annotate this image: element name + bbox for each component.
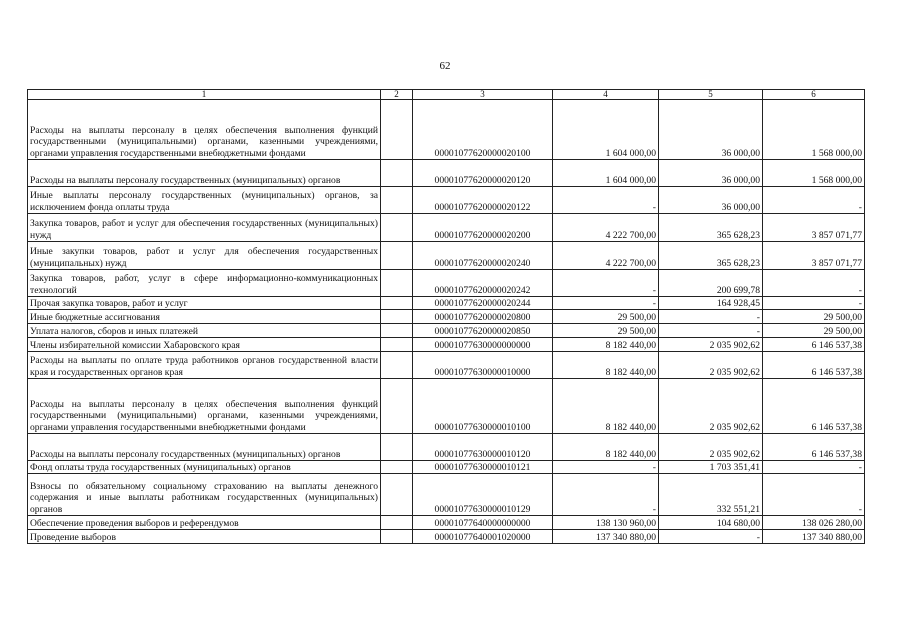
row-col6-cell: 29 500,00 <box>763 310 865 324</box>
row-col4-cell: 1 604 000,00 <box>553 100 659 160</box>
row-col6-cell: 3 857 071,77 <box>763 214 865 242</box>
row-col4-cell: 8 182 440,00 <box>553 434 659 461</box>
row-col5-cell: 2 035 902,62 <box>659 352 763 379</box>
row-col2-cell <box>381 530 413 544</box>
row-code-cell: 00001077620000020122 <box>413 187 553 214</box>
header-cell: 2 <box>381 90 413 100</box>
row-code-cell: 00001077630000010121 <box>413 461 553 474</box>
table-row <box>28 461 865 474</box>
table-row <box>28 338 865 352</box>
row-col4-cell: - <box>553 187 659 214</box>
row-col4-cell: 8 182 440,00 <box>553 379 659 434</box>
row-col5-cell: 2 035 902,62 <box>659 379 763 434</box>
row-col6-cell: - <box>763 297 865 310</box>
table-row <box>28 379 865 434</box>
table-row <box>28 160 865 187</box>
table-row <box>28 242 865 270</box>
budget-execution-table <box>27 89 865 544</box>
header-cell: 4 <box>553 90 659 100</box>
row-code-cell: 00001077620000020100 <box>413 100 553 160</box>
row-code-cell: 00001077620000020240 <box>413 242 553 270</box>
table-row <box>28 270 865 297</box>
row-code-cell: 00001077620000020242 <box>413 270 553 297</box>
row-col6-cell: 29 500,00 <box>763 324 865 338</box>
table-row <box>28 100 865 160</box>
row-name-cell: Расходы на выплаты по оплате труда работников органов государственной власти края и государственных органов края <box>28 352 381 379</box>
row-name-cell: Расходы на выплаты персоналу в целях обеспечения выполнения функций государственными (муниципальными) органами, казенными учреждениями, органами управления государственными внебюджетными фондами <box>28 379 381 434</box>
row-code-cell: 00001077630000000000 <box>413 338 553 352</box>
row-col6-cell: - <box>763 461 865 474</box>
row-code-cell: 00001077620000020850 <box>413 324 553 338</box>
row-col5-cell: 365 628,23 <box>659 242 763 270</box>
table-row <box>28 352 865 379</box>
row-col5-cell: 164 928,45 <box>659 297 763 310</box>
row-code-cell: 00001077620000020120 <box>413 160 553 187</box>
row-col6-cell: 3 857 071,77 <box>763 242 865 270</box>
row-name-cell: Уплата налогов, сборов и иных платежей <box>28 324 381 338</box>
row-col6-cell: 137 340 880,00 <box>763 530 865 544</box>
row-col2-cell <box>381 338 413 352</box>
row-name-cell: Члены избирательной комиссии Хабаровского края <box>28 338 381 352</box>
row-col4-cell: 8 182 440,00 <box>553 338 659 352</box>
header-cell: 5 <box>659 90 763 100</box>
header-cell: 1 <box>28 90 381 100</box>
row-name-cell: Взносы по обязательному социальному страхованию на выплаты денежного содержания и иные выплаты работникам государственных (муниципальных) органов <box>28 474 381 516</box>
row-name-cell: Иные закупки товаров, работ и услуг для обеспечения государственных (муниципальных) нужд <box>28 242 381 270</box>
row-col5-cell: 104 680,00 <box>659 516 763 530</box>
row-name-cell: Расходы на выплаты персоналу в целях обеспечения выполнения функций государственными (муниципальными) органами, казенными учреждениями, органами управления государственными внебюджетными фондами <box>28 100 381 160</box>
row-col5-cell: 2 035 902,62 <box>659 434 763 461</box>
row-col4-cell: - <box>553 461 659 474</box>
row-col4-cell: 4 222 700,00 <box>553 242 659 270</box>
row-col5-cell: 36 000,00 <box>659 100 763 160</box>
table-row <box>28 214 865 242</box>
row-col2-cell <box>381 160 413 187</box>
table-row <box>28 434 865 461</box>
row-name-cell: Фонд оплаты труда государственных (муниципальных) органов <box>28 461 381 474</box>
row-col2-cell <box>381 474 413 516</box>
table-row <box>28 516 865 530</box>
row-name-cell: Расходы на выплаты персоналу государственных (муниципальных) органов <box>28 160 381 187</box>
row-col5-cell: 2 035 902,62 <box>659 338 763 352</box>
row-col6-cell: 6 146 537,38 <box>763 434 865 461</box>
row-name-cell: Закупка товаров, работ и услуг для обеспечения государственных (муниципальных) нужд <box>28 214 381 242</box>
row-col2-cell <box>381 379 413 434</box>
row-col4-cell: 137 340 880,00 <box>553 530 659 544</box>
header-cell: 3 <box>413 90 553 100</box>
row-col6-cell: 6 146 537,38 <box>763 379 865 434</box>
row-code-cell: 00001077630000010120 <box>413 434 553 461</box>
row-code-cell: 00001077630000010000 <box>413 352 553 379</box>
row-name-cell: Обеспечение проведения выборов и референдумов <box>28 516 381 530</box>
row-code-cell: 00001077620000020244 <box>413 297 553 310</box>
row-code-cell: 00001077620000020800 <box>413 310 553 324</box>
table-row <box>28 187 865 214</box>
row-col4-cell: 29 500,00 <box>553 324 659 338</box>
row-col5-cell: 365 628,23 <box>659 214 763 242</box>
row-col2-cell <box>381 352 413 379</box>
row-col5-cell: - <box>659 324 763 338</box>
row-col5-cell: 36 000,00 <box>659 160 763 187</box>
table-row <box>28 297 865 310</box>
table-row <box>28 530 865 544</box>
row-col6-cell: 1 568 000,00 <box>763 160 865 187</box>
row-col2-cell <box>381 187 413 214</box>
row-col5-cell: 332 551,21 <box>659 474 763 516</box>
row-col5-cell: 200 699,78 <box>659 270 763 297</box>
row-name-cell: Прочая закупка товаров, работ и услуг <box>28 297 381 310</box>
row-col2-cell <box>381 324 413 338</box>
page-number: 62 <box>439 60 451 72</box>
header-row <box>28 90 865 100</box>
row-col6-cell: 1 568 000,00 <box>763 100 865 160</box>
row-col2-cell <box>381 270 413 297</box>
row-code-cell: 00001077620000020200 <box>413 214 553 242</box>
row-col5-cell: - <box>659 310 763 324</box>
row-code-cell: 00001077640001020000 <box>413 530 553 544</box>
row-name-cell: Иные выплаты персоналу государственных (муниципальных) органов, за исключением фонда оплаты труда <box>28 187 381 214</box>
row-col6-cell: 6 146 537,38 <box>763 352 865 379</box>
row-name-cell: Иные бюджетные ассигнования <box>28 310 381 324</box>
row-col6-cell: - <box>763 187 865 214</box>
row-name-cell: Проведение выборов <box>28 530 381 544</box>
row-code-cell: 00001077630000010100 <box>413 379 553 434</box>
header-cell: 6 <box>763 90 865 100</box>
row-code-cell: 00001077630000010129 <box>413 474 553 516</box>
table-row <box>28 324 865 338</box>
row-col4-cell: 29 500,00 <box>553 310 659 324</box>
row-col2-cell <box>381 214 413 242</box>
row-col2-cell <box>381 310 413 324</box>
row-col2-cell <box>381 516 413 530</box>
row-col2-cell <box>381 242 413 270</box>
row-col4-cell: - <box>553 270 659 297</box>
table-row <box>28 310 865 324</box>
row-name-cell: Расходы на выплаты персоналу государственных (муниципальных) органов <box>28 434 381 461</box>
row-code-cell: 00001077640000000000 <box>413 516 553 530</box>
row-col2-cell <box>381 100 413 160</box>
row-col4-cell: - <box>553 474 659 516</box>
row-col6-cell: - <box>763 474 865 516</box>
table-row <box>28 474 865 516</box>
row-col5-cell: 1 703 351,41 <box>659 461 763 474</box>
row-col4-cell: 4 222 700,00 <box>553 214 659 242</box>
row-col6-cell: - <box>763 270 865 297</box>
row-col2-cell <box>381 434 413 461</box>
row-col2-cell <box>381 461 413 474</box>
row-col4-cell: 138 130 960,00 <box>553 516 659 530</box>
row-col5-cell: 36 000,00 <box>659 187 763 214</box>
row-col6-cell: 6 146 537,38 <box>763 338 865 352</box>
row-col4-cell: 1 604 000,00 <box>553 160 659 187</box>
row-col4-cell: - <box>553 297 659 310</box>
row-col6-cell: 138 026 280,00 <box>763 516 865 530</box>
row-col4-cell: 8 182 440,00 <box>553 352 659 379</box>
row-col2-cell <box>381 297 413 310</box>
row-name-cell: Закупка товаров, работ, услуг в сфере информационно-коммуникационных технологий <box>28 270 381 297</box>
row-col5-cell: - <box>659 530 763 544</box>
